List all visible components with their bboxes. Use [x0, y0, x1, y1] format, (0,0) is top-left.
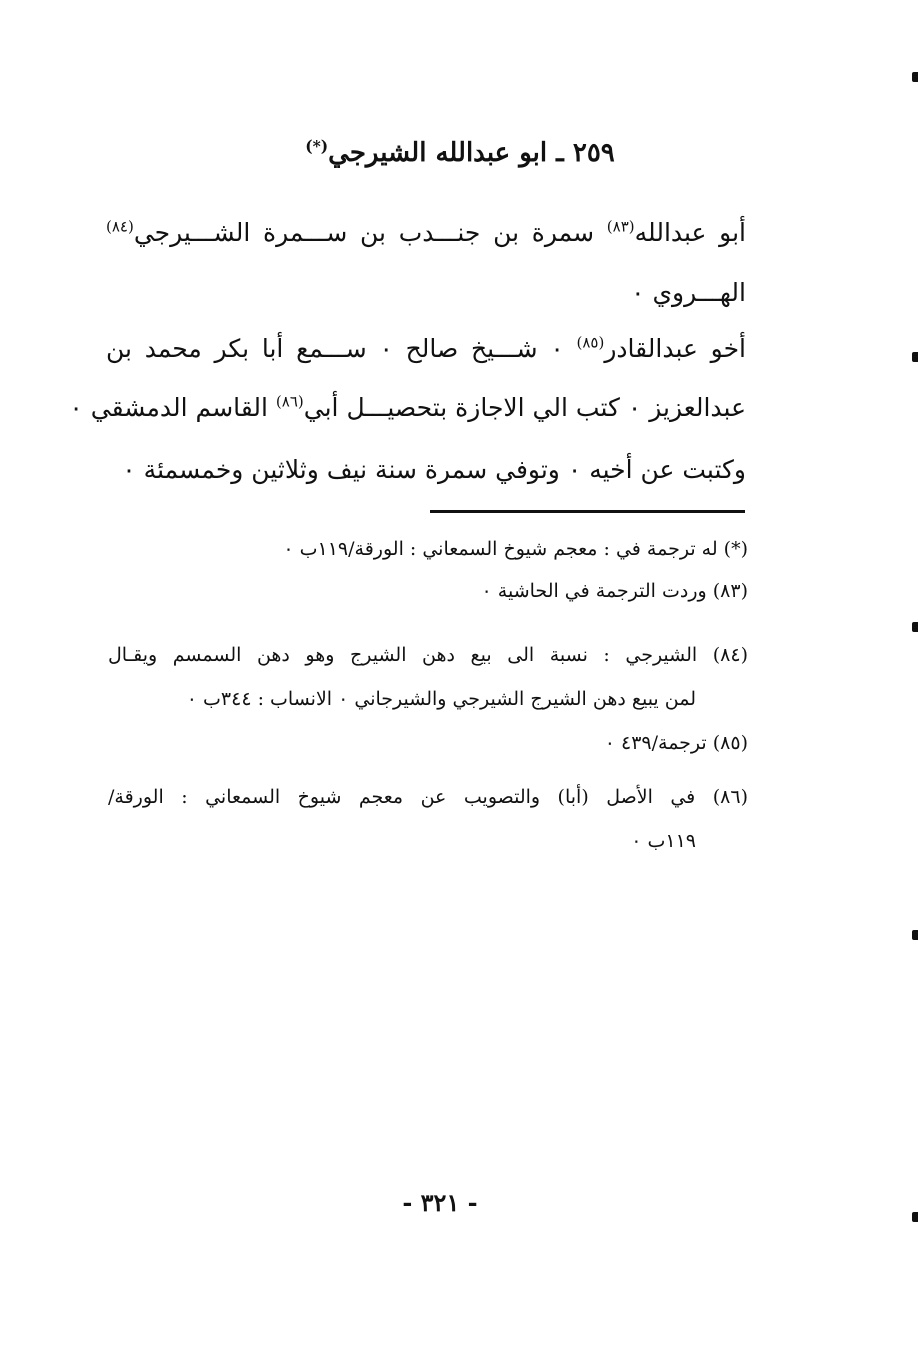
entry-title-marker: (*)	[305, 136, 329, 156]
scan-edge-mark	[912, 72, 918, 82]
body-line-5	[106, 455, 746, 484]
body-line-4-end: القاسم الدمشقي ٠	[69, 393, 276, 422]
footnote-ref-83: (٨٣)	[606, 217, 635, 236]
body-line-2	[106, 278, 746, 307]
footnote-84-line-1	[108, 644, 748, 666]
footnote-83	[108, 580, 748, 602]
body-line-1	[106, 218, 746, 247]
footnote-star	[108, 538, 748, 560]
entry-title	[200, 138, 720, 168]
footnote-ref-84: (٨٤)	[106, 217, 134, 236]
body-line-3	[106, 334, 746, 363]
page-number: - ٣٢١ -	[402, 1188, 478, 1217]
footnote-83-text: (٨٣) وردت الترجمة في الحاشية ٠	[481, 580, 748, 602]
body-line-5-text: وكتبت عن أخيه ٠ وتوفي سمرة سنة نيف وثلاثين وخمسمئة ٠	[122, 455, 746, 484]
body-line-1-middle: سمرة بن جنـــدب بن ســـمرة الشـــيرجي	[133, 218, 607, 247]
footnote-85-text: (٨٥) ترجمة/٤٣٩ ٠	[604, 732, 748, 754]
footnote-85	[108, 732, 748, 754]
footnote-84-line-2	[106, 688, 696, 710]
scan-edge-mark	[912, 622, 918, 632]
footnote-86-line-1-text: (٨٦) في الأصل (أبا) والتصويب عن معجم شيوخ السمعاني : الورقة/	[108, 786, 748, 808]
footnote-86-line-2-text: ١١٩ب ٠	[631, 830, 696, 852]
footnote-separator	[430, 510, 745, 513]
footnote-84-line-1-text: (٨٤) الشيرجي : نسبة الى بيع دهن الشيرج وهو دهن السمسم ويقـال	[108, 644, 748, 666]
body-line-4	[69, 392, 746, 422]
body-line-3-end: ٠ شـــيخ صالح ٠ ســـمع أبا بكر محمد بن	[106, 334, 577, 363]
footnote-ref-86: (٨٦)	[275, 392, 304, 411]
footnote-86-line-1	[108, 786, 748, 808]
footnote-ref-85: (٨٥)	[576, 333, 605, 352]
scan-edge-mark	[912, 352, 918, 362]
body-line-3-start: أخو عبدالقادر	[604, 334, 746, 363]
body-line-1-start: أبو عبدالله	[634, 218, 747, 247]
body-line-2-text: الهـــروي ٠	[631, 278, 746, 307]
scan-edge-mark	[912, 1212, 918, 1222]
footnote-star-text: (*) له ترجمة في : معجم شيوخ السمعاني : الورقة/١١٩ب ٠	[283, 538, 748, 560]
footnote-86-line-2	[106, 830, 696, 852]
body-line-4-start: عبدالعزيز ٠ كتب الي الاجازة بتحصيـــل أبي	[303, 393, 746, 422]
entry-title-text: ٢٥٩ ـ ابو عبدالله الشيرجي	[328, 138, 615, 168]
footnote-84-line-2-text: لمن يبيع دهن الشيرج الشيرجي والشيرجاني ٠ الانساب : ٣٤٤ب ٠	[186, 688, 696, 710]
scan-edge-mark	[912, 930, 918, 940]
